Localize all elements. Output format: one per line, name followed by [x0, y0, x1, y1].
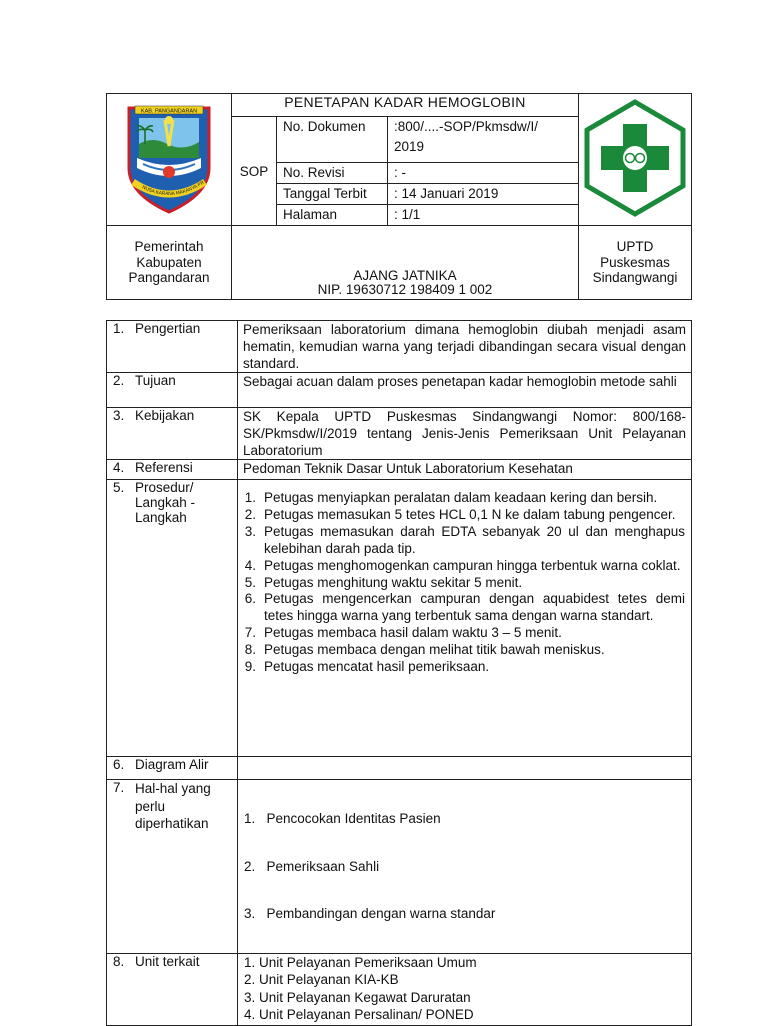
row-content: Sebagai acuan dalam proses penetapan kadar hemoglobin metode sahli: [238, 373, 692, 408]
attention-item: 2. Pemeriksaan Sahli: [244, 858, 380, 874]
row-pengertian: [107, 321, 692, 373]
row-label: [107, 480, 238, 757]
row-title: Tujuan: [135, 373, 176, 388]
procedure-step-text: Petugas mencatat hasil pemeriksaan.: [264, 659, 490, 675]
row-label: [107, 953, 238, 1025]
row-number: 8.: [113, 953, 125, 969]
gov-line1: Pemerintah: [134, 239, 204, 255]
row-title: Unit terkait: [135, 953, 200, 969]
row-number: 2.: [113, 373, 125, 388]
procedure-step: 5. Petugas menghitung waktu sekitar 5 menit.: [238, 575, 685, 592]
district-logo-cell: [107, 94, 232, 226]
procedure-step-text: Petugas memasukan 5 tetes HCL 0,1 N ke dalam tabung pengencer.: [264, 506, 676, 522]
attention-item: 1. Pencocokan Identitas Pasien: [244, 811, 441, 826]
gov-line3: Pangandaran: [128, 270, 210, 286]
row-label: [107, 321, 238, 373]
procedure-step-text: Petugas memasukan darah EDTA sebanyak 20 ul dan menghapus kelebihan darah pada tip.: [264, 523, 685, 556]
row-hal-hal: [107, 780, 692, 954]
row-content: SK Kepala UPTD Puskesmas Sindangwangi Nomor: 800/168-SK/Pkmsdw/I/2019 tentang Jenis-Jenis Pemeriksaan Unit Pelayanan Laboratorium: [238, 408, 692, 460]
row-referensi: [107, 460, 692, 480]
related-unit-item: 4. Unit Pelayanan Persalinan/ PONED: [244, 1007, 474, 1022]
field-value-revisi: : -: [388, 163, 579, 184]
row-unit-terkait: [107, 953, 692, 1025]
row-kebijakan: [107, 408, 692, 460]
district-emblem-icon: [107, 94, 231, 222]
gov-line2: Kabupaten: [136, 254, 202, 270]
attention-item: 3. Pembandingan dengan warna standar: [244, 906, 496, 921]
procedure-step: 2. Petugas memasukan 5 tetes HCL 0,1 N ke dalam tabung pengencer.: [238, 507, 685, 524]
puskesmas-cross-icon: [579, 94, 691, 222]
row-number: 4.: [113, 460, 125, 475]
field-value-halaman: : 1/1: [388, 205, 579, 226]
procedure-step: 8. Petugas membaca dengan melihat titik bawah meniskus.: [238, 642, 685, 659]
row-title: Referensi: [135, 460, 193, 475]
row-title: [135, 780, 211, 833]
row-content: [238, 757, 692, 780]
row-number: 3.: [113, 408, 125, 423]
procedure-step-text: Petugas menyiapkan peralatan dalam keadaan kering dan bersih.: [264, 490, 658, 505]
uptd-line3: Sindangwangi: [592, 270, 678, 286]
uptd-cell: [579, 226, 692, 300]
field-key-halaman: Halaman: [277, 205, 388, 226]
row-title-line: Prosedur/: [135, 480, 194, 495]
sop-header-table: [106, 93, 692, 300]
signature-cell: [232, 226, 579, 300]
row-label: [107, 780, 238, 954]
row-label: [107, 460, 238, 480]
row-tujuan: [107, 373, 692, 408]
related-unit-item: 3. Unit Pelayanan Kegawat Daruratan: [244, 989, 471, 1005]
row-title: Pengertian: [135, 321, 201, 336]
signer-name: AJANG JATNIKA: [353, 268, 457, 283]
procedure-step-text: Petugas mengencerkan campuran dengan aquabidest tetes demi tetes hingga warna yang terbentuk sama dengan warna standart.: [264, 591, 685, 624]
procedure-step: 6. Petugas mengencerkan campuran dengan aquabidest tetes demi tetes hingga warna yang terbentuk sama dengan warna standart.: [244, 591, 685, 624]
procedure-step: 1. Petugas menyiapkan peralatan dalam keadaan kering dan bersih.: [238, 490, 685, 507]
row-title-line: Hal-hal yang: [135, 781, 211, 796]
row-title-line: perlu: [135, 798, 166, 814]
procedure-step-text: Petugas membaca dengan melihat titik bawah meniskus.: [264, 642, 605, 658]
uptd-line1: UPTD: [616, 239, 654, 255]
uptd-line2: Puskesmas: [600, 254, 670, 270]
signer-nip: NIP. 19630712 198409 1 002: [317, 282, 493, 297]
emblem-motto-text: NUSA KARANA MAKANYA PR: [141, 180, 206, 198]
row-number: 5.: [113, 480, 125, 495]
puskesmas-logo-cell: [579, 94, 692, 226]
procedure-list: [238, 490, 691, 676]
procedure-step: 3. Petugas memasukan darah EDTA sebanyak 20 ul dan menghapus kelebihan darah pada tip.: [244, 523, 685, 556]
government-cell: [107, 226, 232, 300]
procedure-step-text: Petugas menghomogenkan campuran hingga terbentuk warna coklat.: [264, 557, 681, 573]
row-label: [107, 373, 238, 408]
row-content: [238, 780, 692, 954]
row-number: 7.: [113, 780, 125, 795]
row-content: [238, 953, 692, 1025]
sop-label: SOP: [232, 117, 277, 226]
row-title: [135, 480, 195, 525]
field-key-revisi: No. Revisi: [277, 163, 388, 184]
row-number: 6.: [113, 757, 125, 772]
row-label: [107, 408, 238, 460]
sop-title: PENETAPAN KADAR HEMOGLOBIN: [232, 94, 579, 117]
row-title: Diagram Alir: [135, 757, 209, 772]
doc-number-line1: :800/....-SOP/Pkmsdw/I/: [394, 119, 539, 134]
row-prosedur: [107, 480, 692, 757]
row-title: Kebijakan: [135, 408, 195, 423]
related-unit-item: 1. Unit Pelayanan Pemeriksaan Umum: [244, 954, 477, 970]
field-value-tanggal: : 14 Januari 2019: [388, 184, 579, 205]
procedure-step: 7. Petugas membaca hasil dalam waktu 3 – 5 menit.: [238, 625, 685, 642]
row-content: Pemeriksaan laboratorium dimana hemoglobin diubah menjadi asam hematin, kemudian warna yang terjadi dibandingan secara visual dengan standard.: [238, 321, 692, 373]
row-title-line: Langkah: [135, 510, 187, 525]
procedure-step-text: Petugas menghitung waktu sekitar 5 menit.: [264, 574, 523, 590]
emblem-top-text: KAB. PANGANDARAN: [140, 108, 198, 115]
related-unit-item: 2. Unit Pelayanan KIA-KB: [244, 972, 399, 987]
doc-number-line2: 2019: [394, 139, 425, 154]
procedure-step: 4. Petugas menghomogenkan campuran hingga terbentuk warna coklat.: [238, 558, 685, 575]
field-key-doc: No. Dokumen: [277, 117, 388, 163]
sop-body-table: [106, 320, 692, 1026]
field-key-tanggal: Tanggal Terbit: [277, 184, 388, 205]
procedure-step-text: Petugas membaca hasil dalam waktu 3 – 5 menit.: [264, 625, 562, 641]
procedure-step: 9. Petugas mencatat hasil pemeriksaan.: [238, 659, 685, 676]
row-content: Pedoman Teknik Dasar Untuk Laboratorium Kesehatan: [238, 460, 692, 480]
row-label: [107, 757, 238, 780]
row-diagram-alir: [107, 757, 692, 780]
row-title-line: Langkah -: [135, 495, 196, 510]
row-content: [238, 480, 692, 757]
row-title-line: diperhatikan: [135, 816, 209, 831]
row-number: 1.: [113, 321, 125, 336]
field-value-doc: [388, 117, 579, 163]
